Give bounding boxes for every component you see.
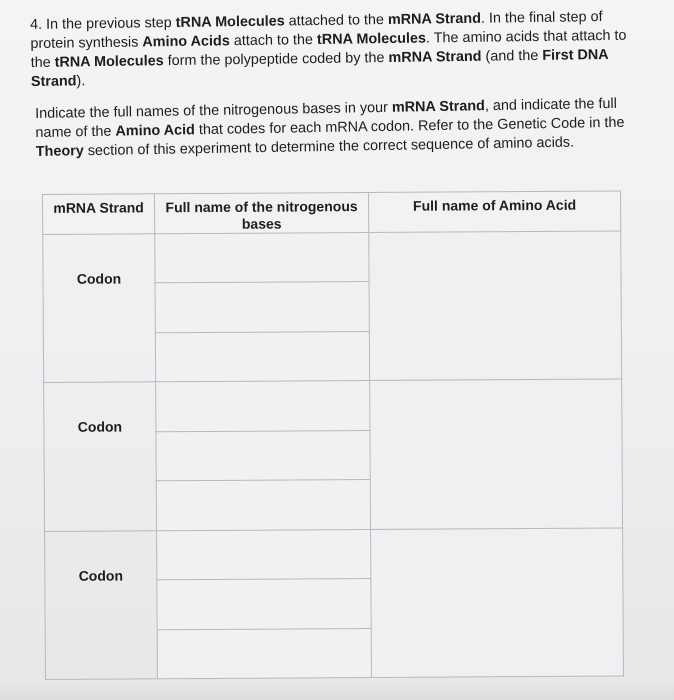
bold-term: mRNA Strand [387, 10, 482, 29]
text: , and indicate the full name of the [35, 95, 618, 141]
bold-term: tRNA Molecules [54, 53, 164, 71]
page-bottom-shadow [0, 680, 674, 700]
bold-term: Amino Acid [115, 122, 196, 140]
amino-acid-input-cell[interactable] [369, 231, 622, 381]
bold-term: tRNA Molecules [175, 13, 285, 31]
text: (and the [481, 47, 543, 65]
codon-label: Codon [44, 382, 157, 531]
instruction-paragraph-1 [30, 8, 631, 92]
text: attached to the [284, 12, 389, 30]
base-input-cell[interactable] [157, 579, 371, 630]
table-header-row [43, 191, 621, 235]
bold-term: Theory [35, 143, 84, 160]
text: . The amino acids that attach to the [30, 27, 627, 71]
header-nitrogenous-bases: Full name of the nitrogenous bases [155, 193, 369, 234]
text: that codes for each mRNA codon. Refer to the Genetic Code in the [194, 114, 625, 139]
text: ). [76, 73, 86, 90]
base-input-cell[interactable] [157, 529, 371, 580]
codon-table-wrapper [42, 190, 623, 680]
text: Indicate the full names of the nitrogenous bases in your [35, 99, 393, 122]
text: section of this experiment to determine the correct sequence of amino acids. [83, 134, 575, 160]
header-amino-acid: Full name of Amino Acid [368, 191, 620, 233]
base-input-cell[interactable] [156, 430, 370, 481]
codon-label: Codon [43, 234, 156, 383]
base-input-cell[interactable] [157, 628, 371, 679]
codon-table [42, 190, 624, 680]
table-row [45, 528, 623, 581]
bold-term: tRNA Molecules [316, 30, 427, 48]
text: . In the final step of protein synthesis [30, 9, 603, 52]
bold-term: mRNA Strand [391, 98, 486, 116]
table-row [44, 379, 622, 432]
amino-acid-input-cell[interactable] [371, 528, 624, 678]
amino-acid-input-cell[interactable] [370, 379, 623, 529]
codon-label: Codon [45, 530, 158, 679]
bold-term: First DNA Strand [30, 46, 609, 90]
step-text: 4. In the previous step [30, 14, 176, 33]
base-input-cell[interactable] [156, 480, 370, 531]
text: form the polypeptide coded by the [163, 49, 389, 70]
base-input-cell[interactable] [155, 282, 369, 333]
base-input-cell[interactable] [155, 331, 369, 382]
header-mrna-strand: mRNA Strand [43, 194, 155, 235]
bold-term: Amino Acids [142, 33, 230, 51]
table-row [43, 231, 621, 284]
base-input-cell[interactable] [156, 381, 370, 432]
text: attach to the [229, 31, 318, 50]
bold-term: mRNA Strand [388, 48, 482, 66]
base-input-cell[interactable] [155, 233, 369, 284]
instruction-paragraph-2 [35, 95, 636, 162]
